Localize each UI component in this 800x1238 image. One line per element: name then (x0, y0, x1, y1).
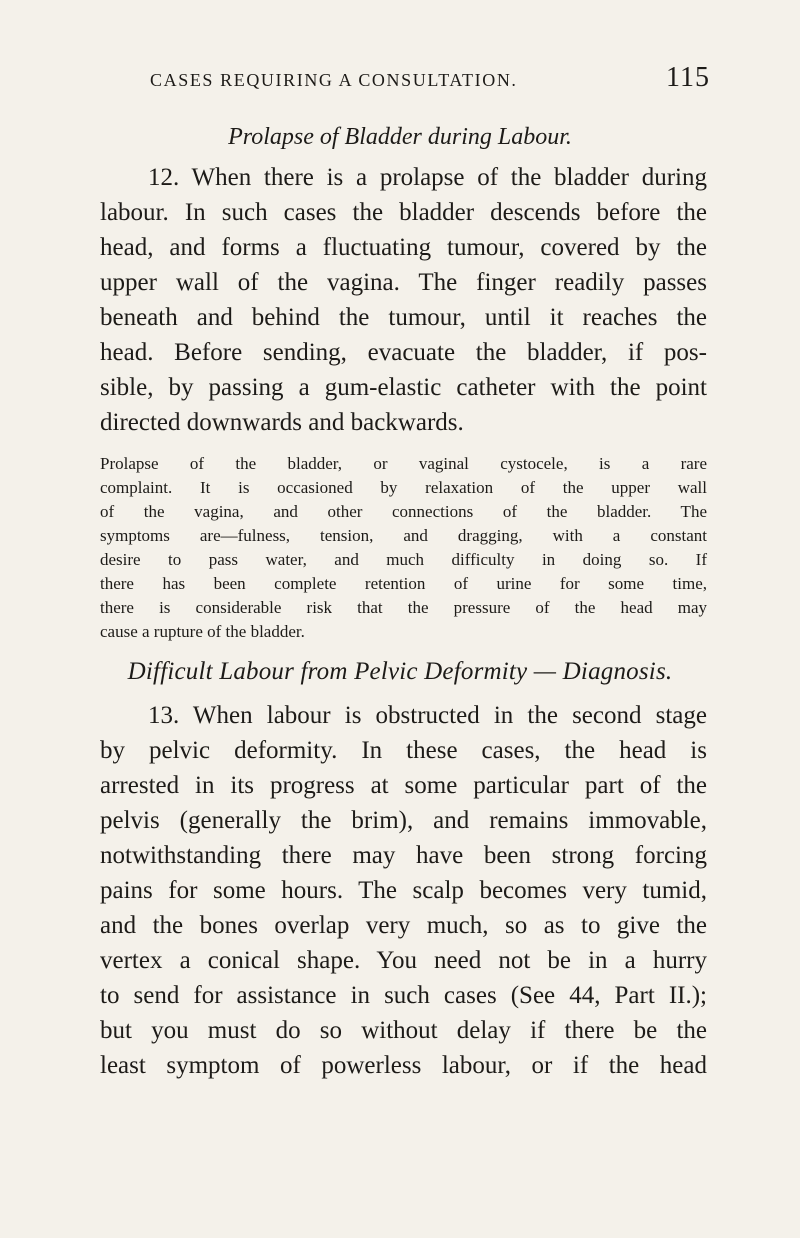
paragraph-prolapse-main (100, 160, 707, 440)
text-line: complaint. It is occasioned by relaxation of the upper wall (100, 478, 707, 497)
running-title: CASES REQUIRING A CONSULTATION. (150, 70, 518, 90)
text-line: sible, by passing a gum-elastic catheter with the point (100, 374, 707, 401)
text-line: arrested in its progress at some particular part of the (100, 772, 707, 799)
text-line: pelvis (generally the brim), and remains immovable, (100, 807, 707, 834)
text-line: beneath and behind the tumour, until it reaches the (100, 304, 707, 331)
text-line: there has been complete retention of urine for some time, (100, 574, 707, 593)
paragraph-prolapse-note (100, 452, 707, 644)
text-line: 13. When labour is obstructed in the second stage (148, 702, 707, 729)
text-line: there is considerable risk that the pressure of the head may (100, 598, 707, 617)
text-line: upper wall of the vagina. The finger readily passes (100, 269, 707, 296)
text-line: cause a rupture of the bladder. (100, 622, 305, 641)
text-line: head, and forms a fluctuating tumour, covered by the (100, 234, 707, 261)
text-line: to send for assistance in such cases (See 44, Part II.); (100, 982, 707, 1009)
running-head (110, 62, 710, 98)
text-line: desire to pass water, and much difficulty in doing so. If (100, 550, 707, 569)
text-line: Prolapse of the bladder, or vaginal cystocele, is a rare (100, 454, 707, 473)
text-line: vertex a conical shape. You need not be in a hurry (100, 947, 707, 974)
text-line: labour. In such cases the bladder descends before the (100, 199, 707, 226)
section-heading-pelvic-deformity: Difficult Labour from Pelvic Deformity — Diagnosis. (127, 658, 673, 685)
text-line: notwithstanding there may have been strong forcing (100, 842, 707, 869)
text-line: of the vagina, and other connections of the bladder. The (100, 502, 707, 521)
text-line: by pelvic deformity. In these cases, the head is (100, 737, 707, 764)
text-line: and the bones overlap very much, so as to give the (100, 912, 707, 939)
paragraph-pelvic-deformity (100, 698, 707, 1083)
text-line: symptoms are—fulness, tension, and dragging, with a constant (100, 526, 707, 545)
page-number: 115 (666, 62, 710, 93)
text-line: directed downwards and backwards. (100, 409, 464, 436)
text-line: head. Before sending, evacuate the bladder, if pos- (100, 339, 707, 366)
text-line: but you must do so without delay if there be the (100, 1017, 707, 1044)
text-line: least symptom of powerless labour, or if the head (100, 1052, 707, 1079)
text-line: 12. When there is a prolapse of the bladder during (148, 164, 707, 191)
section-heading-prolapse: Prolapse of Bladder during Labour. (228, 124, 572, 150)
text-line: pains for some hours. The scalp becomes very tumid, (100, 877, 707, 904)
